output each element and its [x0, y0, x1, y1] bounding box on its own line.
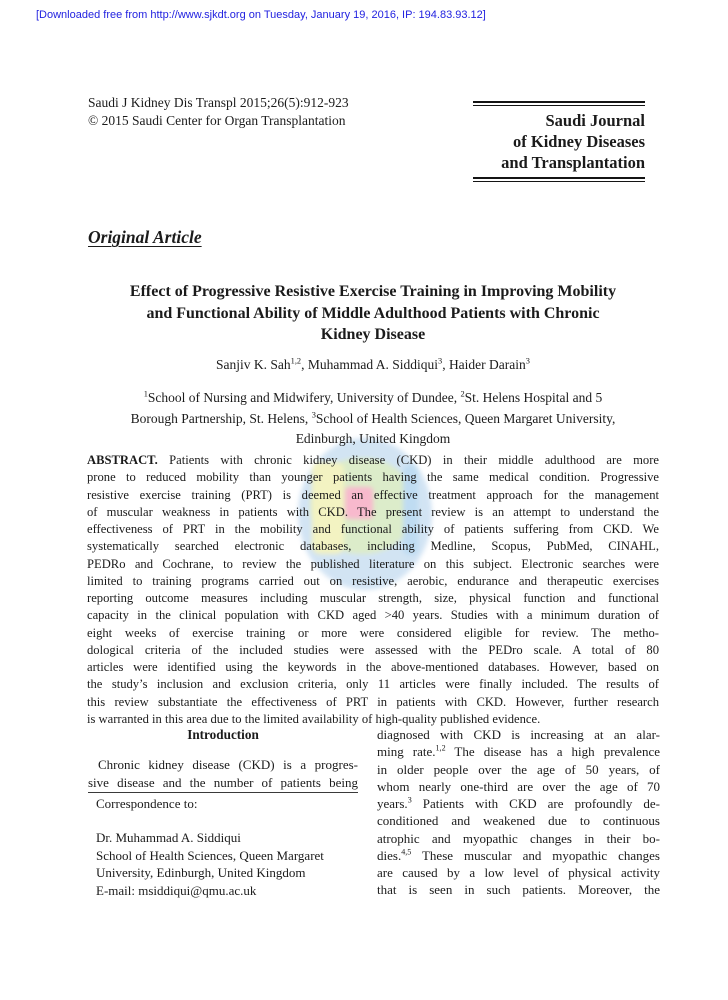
- affiliation-line-1: [87, 388, 659, 409]
- masthead-bottom-rule: [473, 177, 645, 182]
- body-text: in older people over the age of 50 years, of: [377, 761, 660, 777]
- body-text: years.: [377, 796, 408, 811]
- article-title-line-3: Kidney Disease: [320, 326, 426, 343]
- author-1-affil-mark: 1,2: [290, 356, 302, 366]
- intro-paragraph-line: Chronic kidney disease (CKD) is a progres-: [98, 757, 358, 773]
- body-text-line: [377, 743, 660, 760]
- spacer: [88, 812, 358, 829]
- intro-heading: Introduction: [187, 727, 259, 742]
- body-text: The disease has a high prevalence: [445, 744, 660, 760]
- correspondence-email: E-mail: msiddiqui@qmu.ac.uk: [96, 882, 257, 898]
- abstract-line: [87, 452, 659, 469]
- footnote-rule: [88, 792, 358, 793]
- author-3: , Haider Darain: [442, 357, 526, 372]
- body-text: conditioned and weakened due to continuous: [377, 813, 660, 829]
- affil-mark: 1: [143, 389, 148, 399]
- author-2-affil-mark: 3: [438, 356, 443, 366]
- body-text: dies.: [377, 847, 402, 863]
- body-text-line: [377, 726, 660, 743]
- affil-mark: 2: [460, 389, 465, 399]
- abstract-line: eight weeks of exercise training or more were considered eligible for review. The metho-: [87, 625, 659, 640]
- abstract-text: Patients with chronic kidney disease (CKD) in their middle adulthood are more: [157, 453, 659, 467]
- body-text-line: [377, 864, 660, 881]
- left-column: [88, 726, 358, 899]
- article-title: [87, 281, 659, 346]
- abstract-line: PEDRo and Cochrane, to review the published literature on this subject. Electronic searches were: [87, 556, 659, 571]
- journal-name-line-2: of Kidney Diseases: [513, 132, 645, 151]
- body-text-line: [377, 795, 660, 812]
- reference-mark: 1,2: [435, 743, 446, 753]
- abstract-label: ABSTRACT.: [87, 453, 158, 467]
- article-title-line-1: Effect of Progressive Resistive Exercise Training in Improving Mobility: [129, 283, 617, 300]
- intro-paragraph-line: sive disease and the number of patients being: [88, 774, 358, 790]
- abstract-line: reporting outcome measures including muscular strength, size, physical function and functional: [87, 591, 659, 605]
- body-text: diagnosed with CKD is increasing at an alar-: [377, 727, 660, 742]
- authors-line: [87, 357, 659, 373]
- affiliation-text: Edinburgh, United Kingdom: [295, 431, 451, 446]
- affiliation-text: School of Health Sciences, Queen Margaret University,: [315, 410, 616, 426]
- body-text-line: [377, 881, 660, 898]
- correspondence-line: Dr. Muhammad A. Siddiqui: [96, 830, 241, 845]
- correspondence-line: University, Edinburgh, United Kingdom: [96, 865, 306, 880]
- section-label: Original Article: [88, 227, 202, 247]
- body-text: These muscular and myopathic changes: [411, 847, 660, 863]
- masthead-top-rule: [473, 101, 645, 106]
- abstract-line: dological criteria of the included studies were assessed with the PEDro scale. A total of 80: [87, 642, 659, 657]
- citation-line-2: © 2015 Saudi Center for Organ Transplantation: [88, 112, 346, 128]
- body-text-line: [377, 830, 660, 847]
- body-text: Patients with CKD are profoundly de-: [411, 796, 660, 811]
- affiliation-text: St. Helens Hospital and 5: [464, 390, 603, 405]
- body-text: ming rate.: [377, 744, 436, 760]
- journal-name-line-3: and Transplantation: [501, 153, 645, 172]
- abstract-line: this review substantiate the effectiveness of PRT in patients with CKD. However, further research: [87, 694, 659, 709]
- reference-mark: 3: [407, 795, 412, 805]
- download-banner: [Downloaded free from http://www.sjkdt.org on Tuesday, January 19, 2016, IP: 194.83.93.12]: [36, 9, 486, 21]
- abstract-paragraph: [87, 452, 659, 728]
- author-1: Sanjiv K. Sah: [216, 357, 291, 372]
- reference-mark: 4,5: [401, 847, 412, 857]
- correspondence-label: Correspondence to:: [96, 795, 198, 811]
- article-title-line-2: and Functional Ability of Middle Adulthood Patients with Chronic: [146, 304, 600, 322]
- body-columns: [88, 726, 660, 899]
- journal-masthead: [473, 101, 645, 182]
- affiliation-text: Borough Partnership, St. Helens,: [130, 410, 312, 426]
- affiliation-line-3: [87, 429, 659, 450]
- author-3-affil-mark: 3: [525, 356, 530, 366]
- abstract-line: articles were identified using the keywords in the above-mentioned databases. However, based on: [87, 660, 659, 674]
- abstract-line: the study’s inclusion and exclusion criteria, only 11 articles were finally included. The results of: [87, 677, 659, 692]
- affil-mark: 3: [311, 410, 316, 419]
- citation-line-1: Saudi J Kidney Dis Transpl 2015;26(5):912-923: [88, 95, 349, 110]
- abstract-line: is warranted in this area due to the limited availability of high-quality published evidence.: [87, 711, 541, 726]
- body-text-line: [377, 812, 660, 829]
- affiliation-text: School of Nursing and Midwifery, University of Dundee,: [147, 390, 461, 405]
- abstract-line: limited to training programs carried out on resistive, aerobic, endurance and therapeutic exercises: [87, 573, 659, 588]
- body-text-line: [377, 761, 660, 778]
- affiliation-line-2: [87, 409, 659, 430]
- author-2: , Muhammad A. Siddiqui: [301, 357, 438, 372]
- abstract-line: prone to reduced mobility than younger patients having the same medical condition. Progressive: [87, 470, 659, 485]
- body-text: that is seen in such patients. Moreover, the: [377, 882, 660, 898]
- abstract-line: systematically searched electronic databases, including Medline, Scopus, PubMed, CINAHL,: [87, 539, 659, 554]
- body-text: atrophic and myopathic changes in their bo-: [377, 830, 660, 846]
- citation-block: [88, 94, 349, 129]
- body-text: whom nearly one-third are over the age of 70: [377, 778, 660, 794]
- body-text: are caused by a low level of physical activity: [377, 865, 660, 880]
- abstract-line: resistive exercise training (PRT) is deemed an effective treatment approach for the management: [87, 487, 659, 502]
- body-text-line: [377, 778, 660, 795]
- abstract-line: capacity in the clinical population with CKD aged >40 years. Studies with a minimum duration of: [87, 608, 659, 623]
- journal-name-line-1: Saudi Journal: [545, 111, 645, 130]
- correspondence-line: School of Health Sciences, Queen Margaret: [96, 847, 324, 863]
- affiliations-block: [87, 388, 659, 450]
- body-text-line: [377, 847, 660, 864]
- right-column: [377, 726, 660, 899]
- abstract-line: effectiveness of PRT in the mobility and functional ability of patients suffering from CKD. We: [87, 522, 659, 536]
- abstract-line: of muscular weakness in patients with CKD. The present review is an attempt to understand the: [87, 504, 659, 519]
